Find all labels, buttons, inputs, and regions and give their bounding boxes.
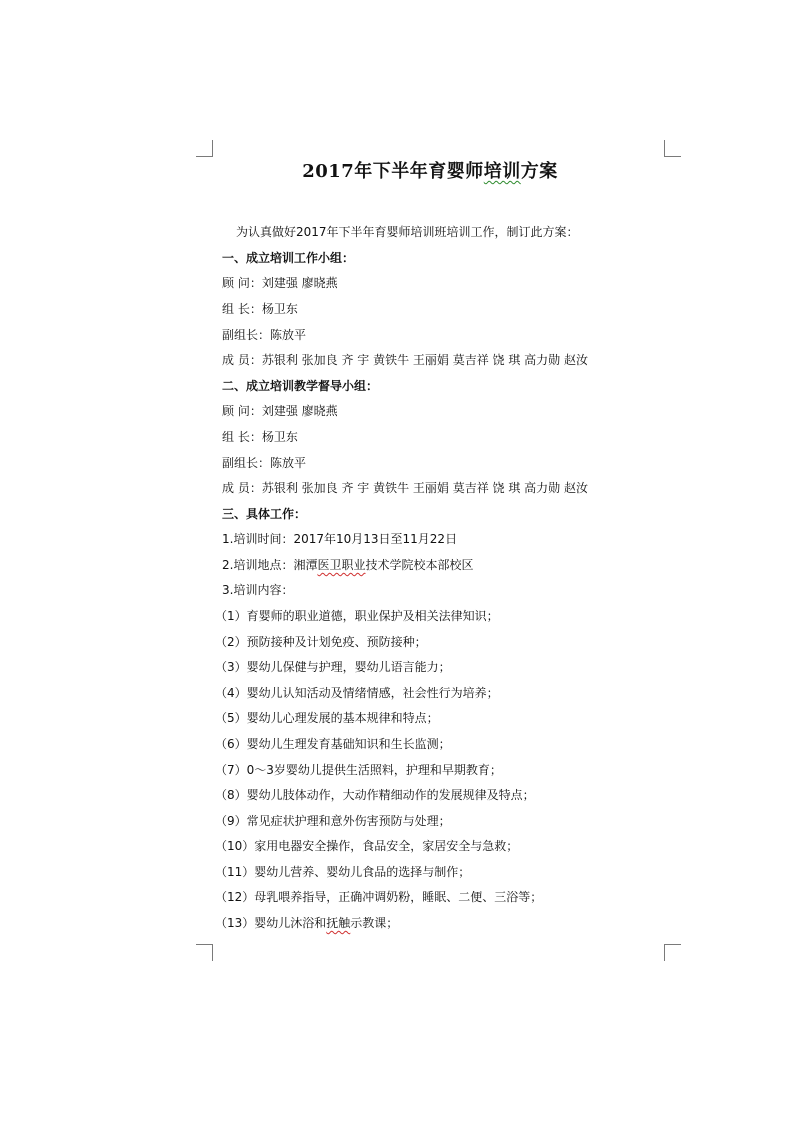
section1-heading: 一、成立培训工作小组：: [222, 251, 355, 265]
section1-deputy: 副组长：陈放平: [222, 328, 307, 342]
margin-corner-bottom-right: [664, 944, 681, 961]
content-item-10: （10）家用电器安全操作，食品安全，家居安全与急救；: [215, 839, 519, 853]
section1-advisor: 顾 问：刘建强 廖晓燕: [222, 276, 338, 290]
section2-advisor: 顾 问：刘建强 廖晓燕: [222, 404, 338, 418]
content-item-13-prefix: （13）婴幼儿沐浴和: [215, 916, 327, 930]
training-place-prefix: 2.培训地点：湘潭: [222, 558, 318, 572]
training-place-suffix: 技术学院校本部校区: [365, 558, 474, 572]
content-item-13: [215, 915, 398, 931]
section1-members: 成 员：苏银利 张加良 齐 宇 黄铁牛 王丽娟 莫吉祥 饶 琪 高力勋 赵汝: [222, 353, 588, 367]
title-text: 2017年下半年育婴师: [302, 161, 484, 182]
section3-heading: 三、具体工作：: [222, 507, 307, 521]
training-place-spellcheck-marked: 医卫职业: [317, 558, 366, 572]
title-text-end: 方案: [520, 161, 558, 182]
margin-corner-bottom-left: [196, 944, 213, 961]
section2-members: 成 员：苏银利 张加良 齐 宇 黄铁牛 王丽娟 莫吉祥 饶 琪 高力勋 赵汝: [222, 481, 588, 495]
content-item-8: （8）婴幼儿肢体动作，大动作精细动作的发展规律及特点；: [215, 788, 535, 802]
section2-deputy: 副组长：陈放平: [222, 456, 307, 470]
content-item-1: （1）育婴师的职业道德，职业保护及相关法律知识；: [215, 609, 499, 623]
margin-corner-top-right: [664, 140, 681, 157]
section2-leader: 组 长：杨卫东: [222, 430, 298, 444]
content-item-12: （12）母乳喂养指导，正确冲调奶粉，睡眠、二便、三浴等；: [215, 890, 543, 904]
content-item-13-suffix: 示教课；: [350, 916, 399, 930]
document-title: [200, 157, 660, 183]
content-item-4: （4）婴幼儿认知活动及情绪情感，社会性行为培养；: [215, 686, 499, 700]
training-content-label: 3.培训内容：: [222, 583, 294, 597]
section1-leader: 组 长：杨卫东: [222, 302, 298, 316]
margin-corner-top-left: [196, 140, 213, 157]
content-item-11: （11）婴幼儿营养、婴幼儿食品的选择与制作；: [215, 865, 471, 879]
intro-paragraph: 为认真做好2017年下半年育婴师培训班培训工作，制订此方案：: [236, 225, 579, 239]
section2-heading: 二、成立培训教学督导小组：: [222, 379, 379, 393]
content-item-3: （3）婴幼儿保健与护理，婴幼儿语言能力；: [215, 660, 451, 674]
content-item-5: （5）婴幼儿心理发展的基本规律和特点；: [215, 711, 439, 725]
content-item-13-spellcheck-marked: 抚触: [326, 916, 351, 930]
title-text-spellcheck-marked: 培训: [483, 161, 521, 182]
training-place: [222, 557, 473, 573]
content-item-7: （7）0～3岁婴幼儿提供生活照料，护理和早期教育；: [215, 763, 502, 777]
content-item-2: （2）预防接种及计划免疫、预防接种；: [215, 635, 427, 649]
training-time: 1.培训时间：2017年10月13日至11月22日: [222, 532, 458, 546]
content-item-6: （6）婴幼儿生理发育基础知识和生长监测；: [215, 737, 451, 751]
content-item-9: （9）常见症状护理和意外伤害预防与处理；: [215, 814, 451, 828]
